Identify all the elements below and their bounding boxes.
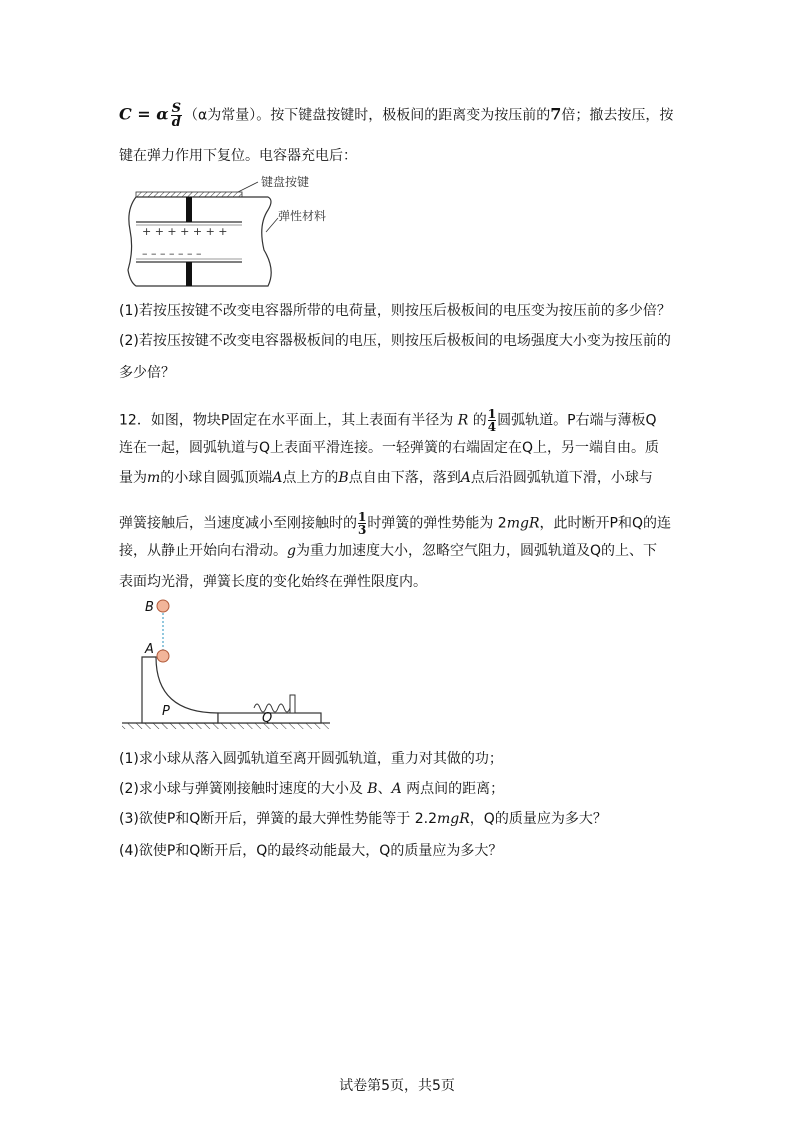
p2-var-A: A [391, 781, 402, 797]
q11-part1: (1)若按压按键不改变电容器所带的电荷量，则按压后极板间的电压变为按压前的多少倍？ [119, 303, 671, 319]
formula-line [119, 102, 673, 129]
formula-denominator: d [171, 115, 181, 130]
ground-hatch [122, 723, 330, 729]
q12-part4: (4)欲使P和Q断开后，Q的最终动能最大，Q的质量应为多大？ [119, 843, 503, 859]
q11-part2-b: 多少倍？ [119, 365, 175, 381]
q12-line1 [119, 408, 657, 433]
track-figure [118, 595, 338, 735]
page-footer: 试卷第5页，共5页 [339, 1078, 455, 1094]
q12-part3 [119, 809, 607, 829]
key-label: 键盘按键 [261, 175, 310, 189]
ball-B [157, 600, 169, 612]
minus-charges: – – – – – – – [142, 247, 202, 260]
label-Q: Q [262, 711, 273, 726]
formula-fraction [171, 102, 182, 129]
ball-A [157, 650, 169, 662]
key-plate [136, 192, 242, 197]
plus-charges: + + + + + + + [142, 225, 228, 238]
upper-post [186, 197, 192, 222]
q12-p3a: (3)欲使P和Q断开后，弹簧的最大弹性势能等于 2.2 [119, 811, 438, 827]
material-leader [266, 218, 278, 232]
fraction-seven: 7 [550, 104, 562, 124]
lower-post [186, 262, 192, 286]
q12-l1c: 圆弧轨道。P右端与薄板Q [497, 412, 657, 429]
spring-stop [290, 695, 295, 713]
q12-l5a: 接，从静止开始向右滑动。 [119, 543, 287, 559]
q12-l3c: 点上方的 [282, 470, 339, 486]
third-num: 1 [358, 510, 367, 524]
p2-sep: 、 [377, 781, 392, 797]
var-A: A [272, 470, 283, 486]
key-leader [238, 182, 258, 192]
q12-l1b: 的 [468, 412, 487, 429]
q12-l3a: 量为 [119, 470, 147, 486]
alpha-note: （α为常量）。按下键盘按键时，极板间的距离变为按压前的 [183, 107, 551, 124]
q12-line5 [119, 541, 657, 561]
third-den: 3 [358, 523, 367, 537]
q12-l5b: 为重力加速度大小，忽略空气阻力，圆弧轨道及Q的上、下 [295, 543, 657, 559]
label-B: B [145, 600, 154, 615]
q12-part1: (1)求小球从落入圆弧轨道至离开圆弧轨道，重力对其做的功； [119, 751, 503, 767]
housing-outline [128, 197, 271, 286]
var-m: m [147, 470, 161, 486]
quarter-fraction [488, 408, 496, 433]
var-mgR: mgR [506, 515, 540, 532]
q12-p3b: ，Q的质量应为多大？ [469, 811, 607, 827]
capacitance-formula: C = α [119, 104, 169, 124]
q12-l3e: 点后沿圆弧轨道下滑，小球与 [470, 470, 653, 486]
label-A: A [145, 642, 154, 657]
label-P: P [162, 704, 170, 719]
var-R: R [457, 412, 469, 429]
q12-l4b: 时弹簧的弹性势能为 2 [367, 515, 507, 532]
q12-line3 [119, 468, 653, 488]
q12-part2 [119, 779, 504, 799]
intro-line2: 键在弹力作用下复位。电容器充电后： [119, 148, 357, 164]
q12-l4c: ，此时断开P和Q的连 [539, 515, 671, 532]
p2-var-B: B [367, 781, 378, 797]
block-P [142, 657, 218, 723]
p3-var-mgR: mgR [437, 811, 470, 827]
q12-line2: 连在一起，圆弧轨道与Q上表面平滑连接。一轻弹簧的右端固定在Q上，另一端自由。质 [119, 440, 660, 456]
q12-line6: 表面均光滑，弹簧长度的变化始终在弹性限度内。 [119, 574, 427, 590]
q12-l1a: 12．如图，物块P固定在水平面上，其上表面有半径为 [119, 412, 458, 429]
var-A-2: A [460, 470, 471, 486]
material-label: 弹性材料 [278, 209, 327, 223]
third-fraction [358, 511, 366, 536]
q12-l3b: 的小球自圆弧顶端 [160, 470, 273, 486]
q11-part2-a: (2)若按压按键不改变电容器极板间的电压，则按压后极板间的电场强度大小变为按压前的 [119, 333, 671, 349]
formula-numerator: S [171, 101, 181, 116]
quarter-den: 4 [487, 420, 497, 434]
q12-line4 [119, 511, 671, 536]
q12-l3d: 点自由下落，落到 [348, 470, 461, 486]
q12-l4a: 弹簧接触后，当速度减小至刚接触时的 [119, 515, 357, 532]
line1-tail: 倍；撤去按压，按 [561, 107, 674, 124]
var-B: B [338, 470, 349, 486]
var-g: g [287, 543, 296, 559]
q12-p2b: 两点间的距离； [401, 781, 505, 797]
capacitor-figure [118, 170, 358, 290]
q12-p2a: (2)求小球与弹簧刚接触时速度的大小及 [119, 781, 368, 797]
quarter-num: 1 [487, 407, 497, 421]
